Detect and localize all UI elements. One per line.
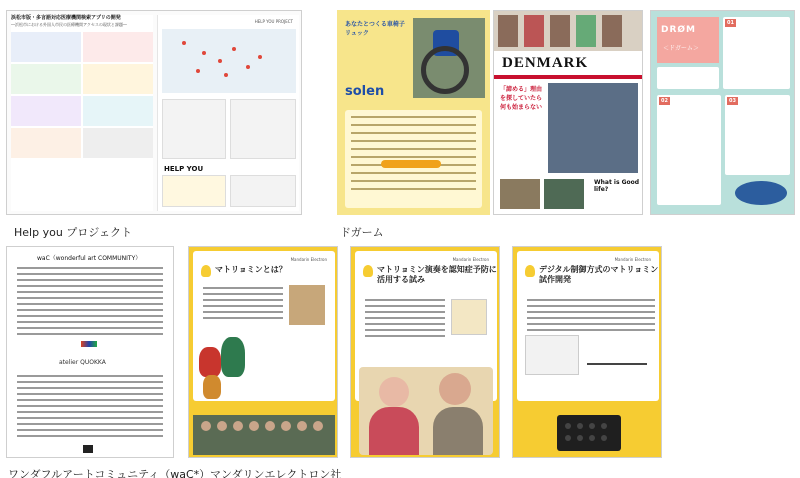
flyer-2-text bbox=[365, 295, 445, 337]
wac-document-thumbnail[interactable] bbox=[6, 246, 174, 458]
wac-studio-name: atelier QUOKKA bbox=[59, 359, 106, 366]
section-intro bbox=[657, 67, 719, 89]
masthead-rule bbox=[494, 75, 643, 79]
denmark-magazine-thumbnail[interactable] bbox=[493, 10, 643, 215]
contact-bubble bbox=[735, 181, 787, 205]
flyer-3-text bbox=[527, 295, 655, 331]
lightbulb-icon bbox=[363, 265, 373, 277]
lightbulb-icon bbox=[525, 265, 535, 277]
qr-code-image bbox=[451, 299, 487, 335]
screenshot-panel-3 bbox=[162, 175, 226, 207]
magazine-masthead: DENMARK bbox=[502, 55, 589, 71]
poster-header-tag: HELP YOU PROJECT bbox=[254, 19, 293, 24]
concert-crowd-photo bbox=[193, 415, 335, 455]
caption-help-you: Help you プロジェクト bbox=[14, 226, 133, 239]
small-photo-2 bbox=[544, 179, 584, 209]
flyer-3-panel bbox=[517, 251, 659, 401]
screenshot-panel-4 bbox=[230, 175, 296, 207]
poster-text-blocks bbox=[11, 32, 153, 158]
poster-right-panel bbox=[157, 15, 299, 211]
help-you-poster-thumbnail[interactable] bbox=[6, 10, 302, 215]
hamamatsu-map-image bbox=[162, 29, 296, 93]
screenshot-panel-2 bbox=[230, 99, 296, 159]
mandarin-brand: Mandarin Electron bbox=[452, 257, 489, 262]
caption-wac: ワンダフルアートコミュニティ（waC*） bbox=[8, 468, 211, 478]
waveform-graph bbox=[587, 335, 647, 365]
section-number-3: 03 bbox=[729, 98, 736, 104]
help-you-section-label: HELP YOU bbox=[164, 165, 204, 173]
performers-photo bbox=[359, 367, 493, 455]
drom-logo-text: DRØM bbox=[661, 25, 697, 35]
speaker-device-image bbox=[557, 415, 621, 451]
diagram-image bbox=[525, 335, 579, 375]
small-photo-1 bbox=[500, 179, 540, 209]
solen-points-pill bbox=[381, 160, 441, 168]
screenshot-panel-1 bbox=[162, 99, 226, 159]
poster-subtitle: ―浜松市における外国人市民の医療機関アクセスの現状と課題― bbox=[11, 22, 127, 27]
wheel-image bbox=[421, 46, 469, 94]
section-bosses-helpers bbox=[723, 17, 790, 89]
section-number-2: 02 bbox=[661, 98, 668, 104]
section-number-1: 01 bbox=[727, 20, 734, 26]
drom-logo-subtext: ＜ドガーム＞ bbox=[663, 45, 699, 52]
flyer-3-heading: デジタル制御方式のマトリョミン試作開発 bbox=[539, 265, 659, 284]
magazine-headline: 「諦める」理由を探していたら何も始まらない bbox=[500, 86, 543, 111]
solen-flyer-thumbnail[interactable] bbox=[337, 10, 490, 215]
poster-left-panel bbox=[11, 15, 153, 211]
drom-logo bbox=[657, 17, 719, 63]
solen-text-body bbox=[345, 110, 482, 208]
caption-dgaamu: ドガーム bbox=[340, 226, 384, 239]
lightbulb-icon bbox=[201, 265, 211, 277]
mandarin-brand: Mandarin Electron bbox=[614, 257, 651, 262]
drom-poster-thumbnail[interactable] bbox=[650, 10, 795, 215]
section-activities bbox=[725, 95, 790, 175]
mandarin-flyer-3-thumbnail[interactable] bbox=[512, 246, 662, 458]
mandarin-flyer-1-thumbnail[interactable] bbox=[188, 246, 338, 458]
flyer-1-heading: マトリョミンとは？ bbox=[215, 265, 287, 274]
wac-text-block-2 bbox=[17, 371, 163, 437]
wac-logo-mark bbox=[81, 341, 97, 347]
theremin-box-image bbox=[289, 285, 325, 325]
flyer-1-text bbox=[203, 283, 283, 319]
poster-title: 浜松市版・多言語対応医療機関検索アプリの開発 bbox=[11, 15, 121, 21]
mandarin-flyer-2-thumbnail[interactable] bbox=[350, 246, 500, 458]
mandarin-brand: Mandarin Electron bbox=[290, 257, 327, 262]
photo-strip bbox=[494, 11, 643, 51]
flyer-2-heading: マトリョミン演奏を認知症予防に活用する試み bbox=[377, 265, 497, 284]
quokka-logo-mark bbox=[83, 445, 93, 453]
magazine-sidebar-title: What is Good life? bbox=[594, 179, 640, 193]
matryoshka-image bbox=[199, 337, 249, 407]
wac-text-block-1 bbox=[17, 263, 163, 335]
wheelchair-user-photo bbox=[548, 83, 638, 173]
solen-tagline: あなたとつくる車椅子リュック bbox=[345, 21, 405, 37]
section-team bbox=[657, 95, 721, 205]
wac-title: waC（wonderful art COMMUNITY） bbox=[37, 255, 142, 262]
solen-brand: solen bbox=[345, 84, 385, 99]
caption-mandarin: マンダリンエレクトロン社 bbox=[210, 468, 342, 478]
